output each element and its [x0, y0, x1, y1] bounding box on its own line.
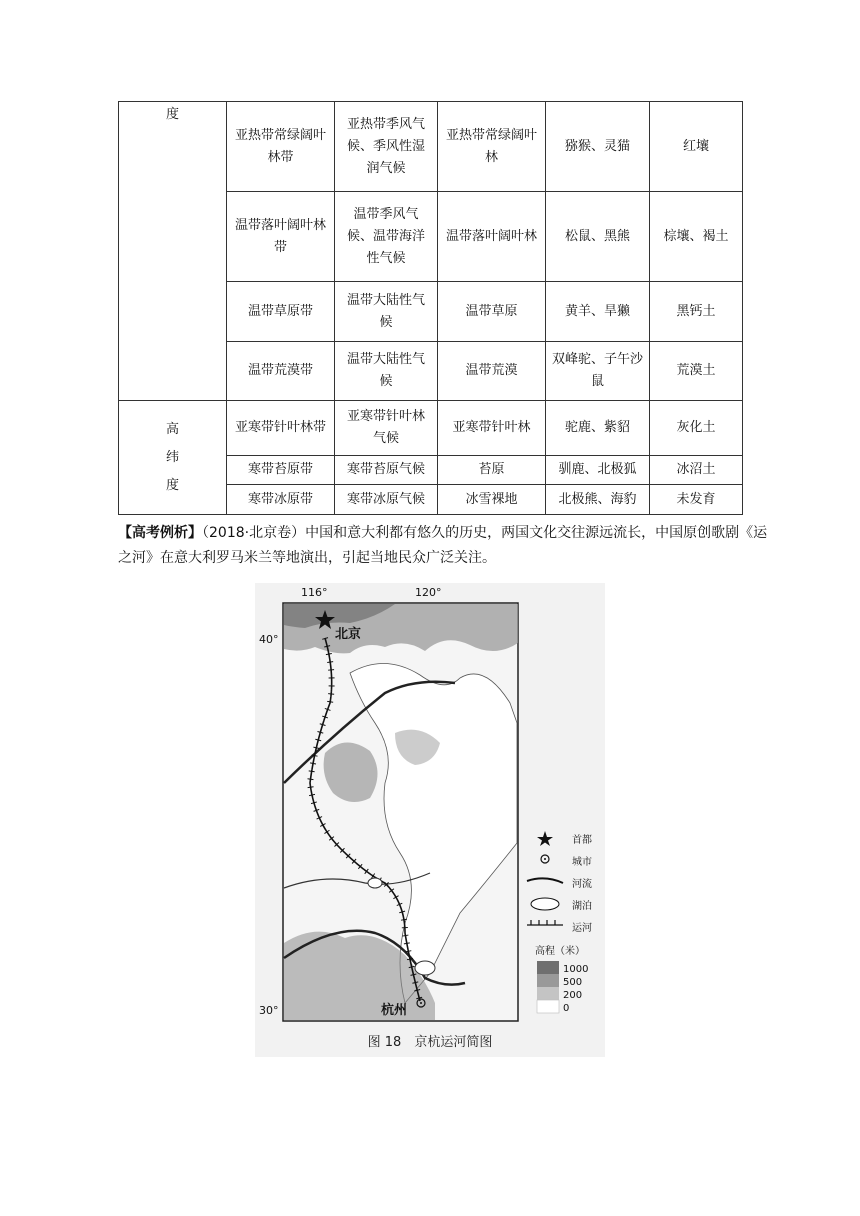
grand-canal-map: [255, 583, 605, 1057]
legend-canal-label: 运河: [572, 923, 592, 934]
animals-cell: 驼鹿、紫貂: [546, 401, 650, 456]
legend-star-icon: [537, 831, 553, 846]
vegetation-cell: 温带草原: [438, 282, 546, 342]
legend-capital-label: 首都: [572, 835, 592, 846]
climate-cell: 寒带冰原气候: [335, 485, 438, 515]
figure-caption: 图 18 京杭运河简图: [367, 1035, 493, 1050]
capital-label: 北京: [335, 627, 362, 642]
soil-cell: 黑钙土: [650, 282, 743, 342]
soil-cell: 红壤: [650, 102, 743, 192]
soil-cell: 棕壤、褐土: [650, 192, 743, 282]
vegetation-cell: 温带荒漠: [438, 342, 546, 401]
legend-elev-500-label: 500: [563, 977, 583, 988]
vegetation-cell: 温带落叶阔叶林: [438, 192, 546, 282]
zone-cell: 亚热带常绿阔叶林带: [227, 102, 335, 192]
city-label: 杭州: [381, 1003, 408, 1018]
lon-label-116: 116°: [301, 586, 328, 599]
legend-river-label: 河流: [572, 879, 592, 890]
animals-cell: 双峰驼、子午沙鼠: [546, 342, 650, 401]
legend-elev-0-label: 0: [563, 1003, 570, 1014]
legend-river-icon: [527, 878, 563, 883]
zone-cell: 寒带苔原带: [227, 456, 335, 485]
taihu-lake: [415, 961, 435, 975]
zone-cell: 寒带冰原带: [227, 485, 335, 515]
table-row: [119, 102, 743, 192]
climate-cell: 亚热带季风气候、季风性湿润气候: [335, 102, 438, 192]
exam-example-text: （2018·北京卷）中国和意大利都有悠久的历史，两国文化交往源远流长，中国原创歌剧《运之河》在意大利罗马米兰等地演出，引起当地民众广泛关注。: [118, 525, 768, 566]
zone-cell: 温带落叶阔叶林带: [227, 192, 335, 282]
climate-cell: 温带大陆性气候: [335, 282, 438, 342]
vegetation-cell: 冰雪裸地: [438, 485, 546, 515]
soil-cell: 冰沼土: [650, 456, 743, 485]
vegetation-cell: 亚寒带针叶林: [438, 401, 546, 456]
soil-cell: 未发育: [650, 485, 743, 515]
zone-cell: 温带荒漠带: [227, 342, 335, 401]
animals-cell: 松鼠、黑熊: [546, 192, 650, 282]
lat-label-30: 30°: [259, 1004, 279, 1017]
legend-elev-200-label: 200: [563, 990, 583, 1001]
soil-cell: 荒漠土: [650, 342, 743, 401]
legend-elev-0: [537, 1000, 559, 1013]
legend-elev-1000-label: 1000: [563, 964, 589, 975]
climate-cell: 寒带苔原气候: [335, 456, 438, 485]
exam-example-tag: 【高考例析】: [118, 525, 202, 541]
zone-cell: 亚寒带针叶林带: [227, 401, 335, 456]
zone-cell: 温带草原带: [227, 282, 335, 342]
grand-canal-map-figure: [255, 583, 605, 1057]
climate-cell: 温带大陆性气候: [335, 342, 438, 401]
climate-cell: 温带季风气候、温带海洋性气候: [335, 192, 438, 282]
lat-label-40: 40°: [259, 633, 279, 646]
animals-cell: 黄羊、旱獭: [546, 282, 650, 342]
soil-cell: 灰化土: [650, 401, 743, 456]
animals-cell: 驯鹿、北极狐: [546, 456, 650, 485]
climate-cell: 亚寒带针叶林气候: [335, 401, 438, 456]
hongze-lake: [368, 878, 382, 888]
legend-elev-200: [537, 987, 559, 1000]
natural-zone-table: [118, 101, 743, 515]
legend-canal-icon: [527, 920, 563, 925]
legend-city-label: 城市: [572, 857, 592, 868]
legend-lake-label: 湖泊: [572, 901, 592, 912]
animals-cell: 猕猴、灵猫: [546, 102, 650, 192]
lon-label-120: 120°: [415, 586, 442, 599]
vegetation-cell: 苔原: [438, 456, 546, 485]
legend-elev-1000: [537, 961, 559, 974]
legend-elev-500: [537, 974, 559, 987]
region-cell-high-latitude: 高纬度: [119, 401, 227, 515]
legend-lake-icon: [531, 898, 559, 910]
animals-cell: 北极熊、海豹: [546, 485, 650, 515]
exam-example-paragraph: [118, 521, 778, 571]
legend-elevation-title: 高程（米）: [535, 946, 585, 957]
table-row: [119, 401, 743, 456]
vegetation-cell: 亚热带常绿阔叶林: [438, 102, 546, 192]
region-cell-low-latitude: 度: [119, 102, 227, 401]
